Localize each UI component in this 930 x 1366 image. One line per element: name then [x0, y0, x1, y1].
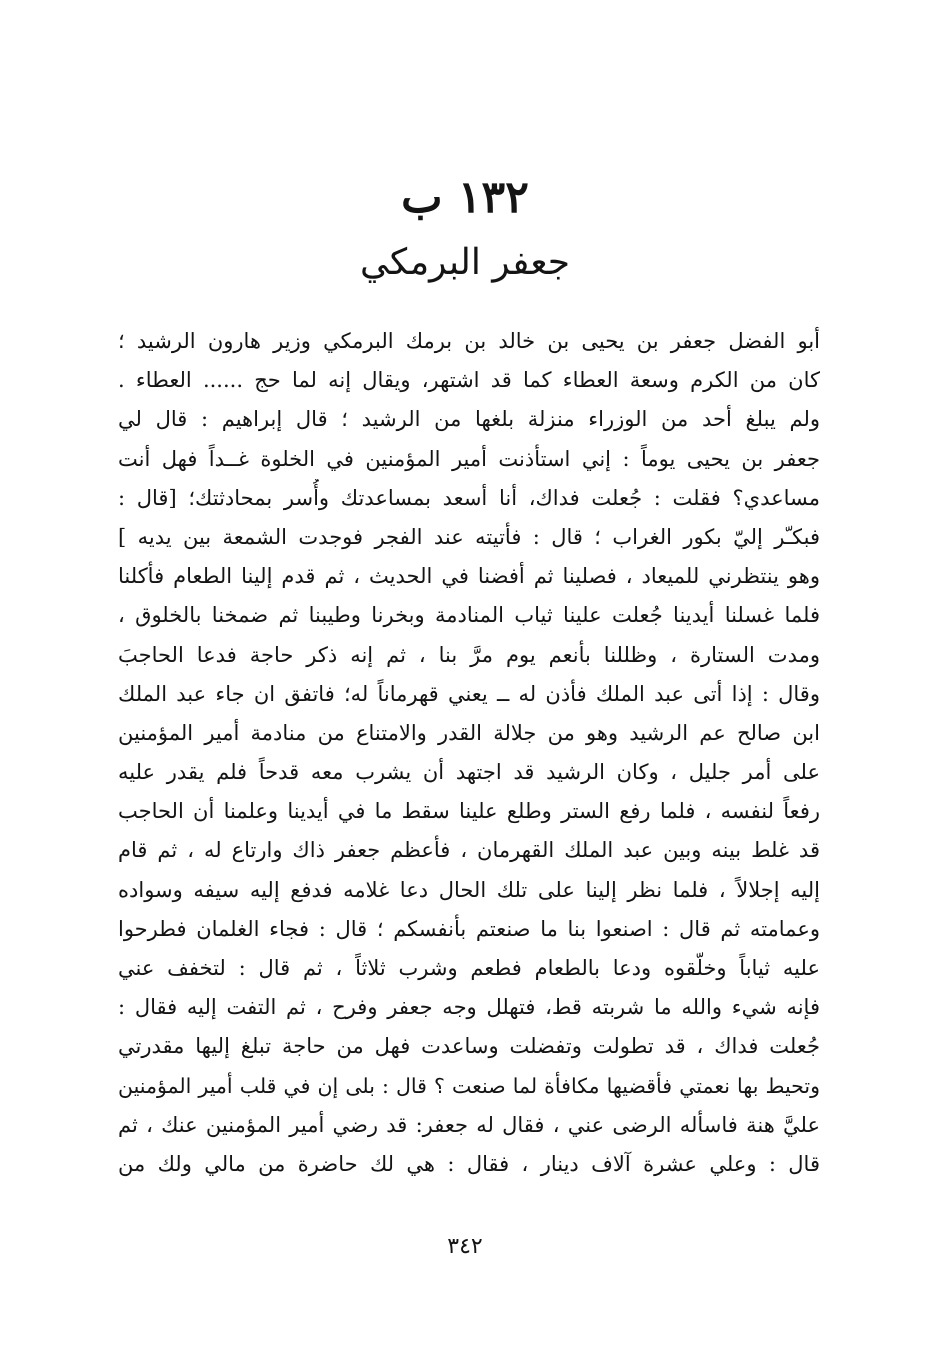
text-line: أبو الفضل جعفر بن يحيى بن خالد بن برمك البرمكي وزير هارون الرشيد ؛ — [118, 329, 820, 353]
text-line: عليَّ هنة فاسأله الرضى عني ، فقال له جعفر: قد رضي أمير المؤمنين عنك ، ثم — [118, 1112, 820, 1137]
page-number: ٣٤٢ — [447, 1234, 483, 1259]
text-line: كان من الكرم وسعة العطاء كما قد اشتهر، ويقال إنه لما حج ...... العطاء . — [118, 368, 820, 393]
text-line: جعفر بن يحيى يوماً : إني استأذنت أمير المؤمنين في الخلوة غــداً فهل أنت — [118, 446, 820, 471]
text-line: ومدت الستارة ، وظللنا بأنعم يوم مرَّ بنا ، ثم إنه ذكر حاجة فدعا الحاجبَ — [118, 642, 820, 667]
text-line: وقال : إذا أتى عبد الملك فأذن له ــ يعني قهرماناً له؛ فاتفق ان جاء عبد الملك — [118, 681, 820, 706]
text-line: رفعاً لنفسه ، فلما رفع الستر وطلع علينا سقط ما في أيدينا وعلمنا أن الحاجب — [118, 799, 820, 824]
text-line: ابن صالح عم الرشيد وهو من جلالة القدر والامتناع من منادمة أمير المؤمنين — [118, 720, 820, 745]
text-line: ولم يبلغ أحد من الوزراء منزلة بلغها من الرشيد ؛ قال إبراهيم : قال لي — [118, 407, 820, 432]
text-line: على أمر جليل ، وكان الرشيد قد اجتهد أن يشرب معه قدحاً فلم يقدر عليه — [118, 760, 820, 785]
text-line: فإنه شيء والله ما شربته قط، فتهلل وجه جعفر وفرح ، ثم التفت إليه فقال : — [118, 995, 820, 1020]
text-line: وعمامته ثم قال : اصنعوا بنا ما صنعتم بأنفسكم ؛ قال : فجاء الغلمان فطرحوا — [118, 916, 820, 941]
body-text — [118, 322, 820, 1184]
chapter-title: جعفر البرمكي — [359, 242, 570, 283]
text-line: عليه ثياباً وخلّقوه ودعا بالطعام فطعم وشرب ثلاثاً ، ثم قال : لتخفف عني — [118, 956, 820, 980]
chapter-number: ١٣٢ ب — [401, 172, 529, 223]
text-line: إليه إجلالاً ، فلما نظر إلينا على تلك الحال دعا غلامه فدفع إليه سيفه وسواده — [118, 877, 820, 902]
text-line: مساعدي؟ فقلت : جُعلت فداك، أنا أسعد بمساعدتك وأُسر بمحادثتك؛ [قال : — [118, 485, 820, 510]
text-line: فبكـّر إليّ بكور الغراب ؛ قال : فأتيته عند الفجر فوجدت الشمعة بين يديه ] — [118, 524, 820, 549]
text-line: وهو ينتظرني للميعاد ، فصلينا ثم أفضنا في الحديث ، ثم قدم إلينا الطعام فأكلنا — [118, 564, 820, 589]
text-line: جُعلت فداك ، قد تطولت وتفضلت وساعدت فهل من حاجة تبلغ إليها مقدرتي — [118, 1034, 820, 1059]
text-line: قد غلط بينه وبين عبد الملك القهرمان ، فأعظم جعفر ذاك وارتاع له ، ثم قام — [118, 838, 820, 863]
text-line: فلما غسلنا أيدينا جُعلت علينا ثياب المنادمة وبخرنا وطيبنا ثم ضمخنا بالخلوق ، — [118, 603, 820, 628]
text-line: قال : وعلي عشرة آلاف دينار ، فقال : هي لك حاضرة من مالي ولك من — [118, 1151, 820, 1176]
text-line: وتحيط بها نعمتي فأقضيها مكافأة لما صنعت ؟ قال : بلى إن في قلب أمير المؤمنين — [118, 1073, 820, 1098]
